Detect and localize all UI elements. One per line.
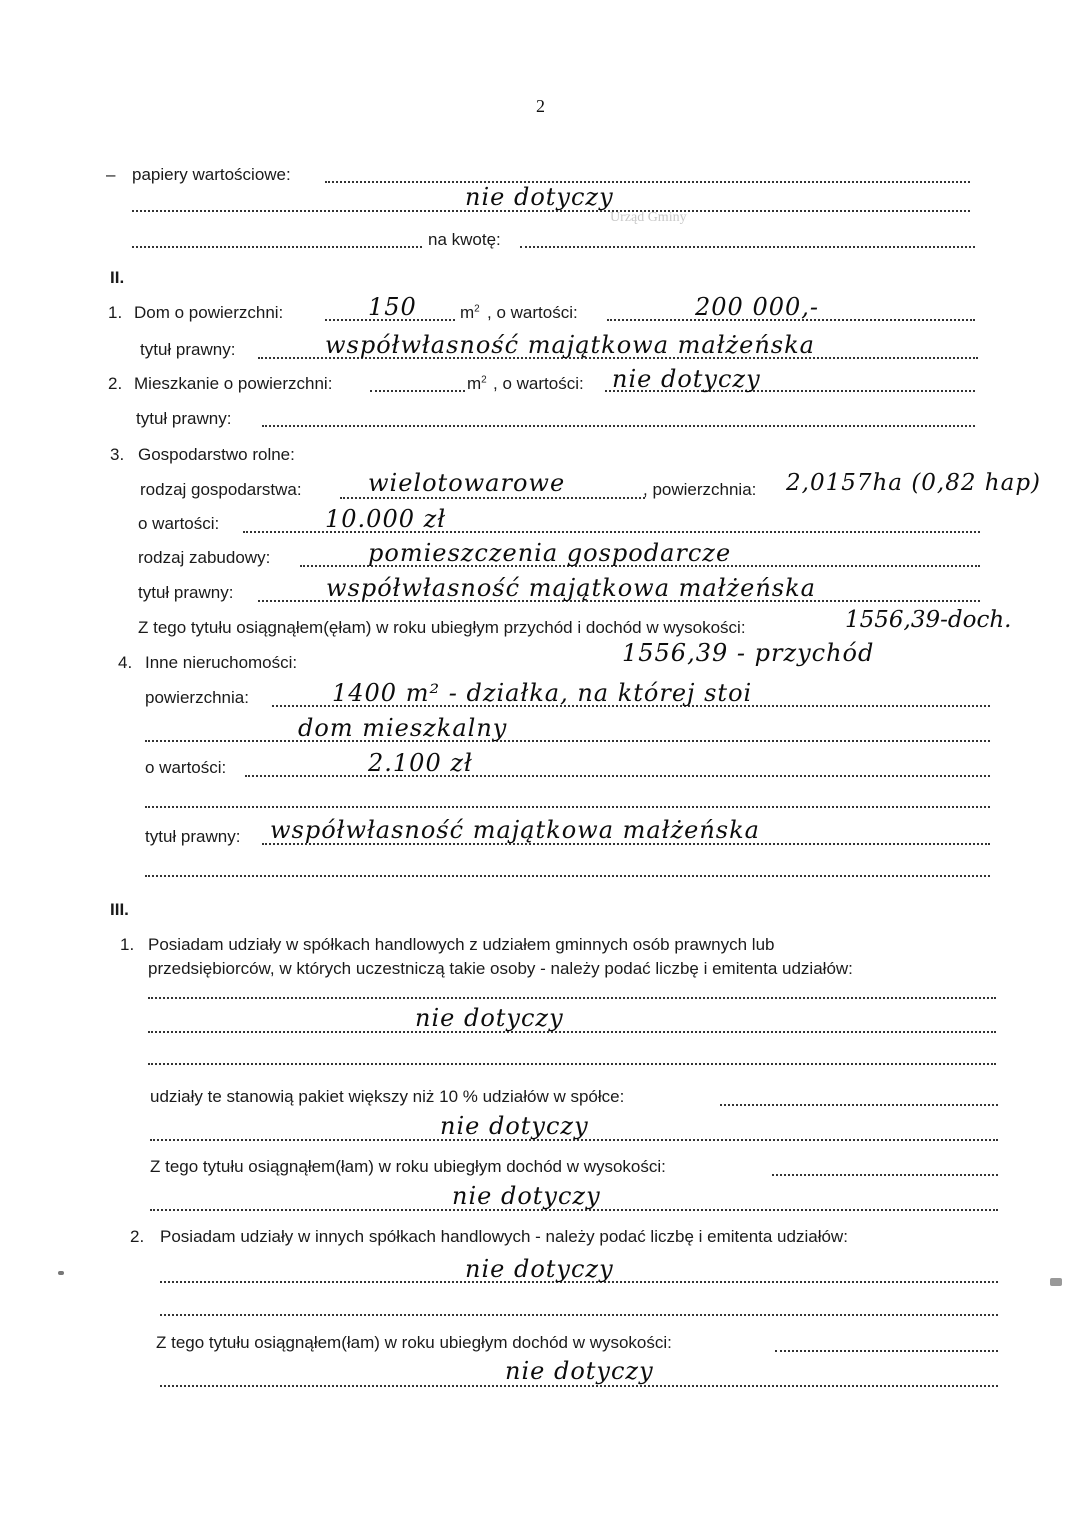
other-title-value: współwłasność majątkowa małżeńska (270, 816, 760, 844)
farm-value: 10.000 zł (325, 505, 447, 533)
other-shares-income-line-2 (160, 1385, 998, 1387)
other-shares-text: Posiadam udziały w innych spółkach handlowych - należy podać liczbę i emitenta udziałów: (160, 1227, 848, 1246)
shares-text-line-1: Posiadam udziały w spółkach handlowych z udziałem gminnych osób prawnych lub (148, 935, 775, 954)
house-title-label: tytuł prawny: (140, 340, 236, 359)
other-value-line (245, 775, 990, 777)
shares-line-3 (148, 1063, 996, 1065)
shares-text-line-2: przedsiębiorców, w których uczestniczą takie osoby - należy podać liczbę i emitenta udziałów: (148, 959, 853, 978)
flat-unit: $m^2$ (467, 374, 487, 393)
other-title-label: tytuł prawny: (145, 827, 241, 846)
other-shares-line-2 (160, 1314, 998, 1316)
shares-answer: nie dotyczy (415, 1004, 564, 1032)
securities-line-1 (325, 181, 970, 183)
farm-type-label: rodzaj gospodarstwa: (140, 480, 302, 499)
other-area-value: 1400 m² - działka, na której stoi (332, 679, 753, 707)
flat-num: 2. (108, 374, 123, 393)
shares-line-2 (148, 1031, 996, 1033)
farm-type-value: wielotowarowe (368, 469, 566, 497)
other-shares-income-line (775, 1350, 998, 1352)
farm-title-value: współwłasność majątkowa małżeńska (326, 574, 816, 602)
other-title-line-2 (145, 875, 990, 877)
farm-income-label: Z tego tytułu osiągnąłem(ęłam) w roku ubiegłym przychód i dochód w wysokości: (138, 618, 746, 637)
shares-income-answer: nie dotyczy (452, 1182, 601, 1210)
other-value-line-2 (145, 806, 990, 808)
other-property-label: Inne nieruchomości: (145, 653, 298, 672)
faint-stamp-text: Urząd Gminy (610, 210, 687, 225)
scan-speck (1050, 1278, 1062, 1286)
farm-area-label: , powierzchnia: (643, 480, 757, 499)
flat-title-label: tytuł prawny: (136, 409, 232, 428)
farm-title-label: tytuł prawny: (138, 583, 234, 602)
securities-line-2 (132, 210, 970, 212)
farm-build-label: rodzaj zabudowy: (138, 548, 271, 567)
shares-packet-line (720, 1104, 998, 1106)
house-area-label: Dom o powierzchni: (134, 303, 284, 322)
farm-label: Gospodarstwo rolne: (138, 445, 295, 464)
house-title-value: współwłasność majątkowa małżeńska (325, 331, 815, 359)
flat-value-label: , o wartości: (493, 374, 584, 393)
other-shares-income-label: Z tego tytułu osiągnąłem(łam) w roku ubiegłym dochód w wysokości: (156, 1333, 672, 1352)
scan-speck (58, 1271, 64, 1275)
other-area-label: powierzchnia: (145, 688, 249, 707)
farm-type-line (340, 497, 645, 499)
shares-income-label: Z tego tytułu osiągnąłem(łam) w roku ubiegłym dochód w wysokości: (150, 1157, 666, 1176)
other-value: 2.100 zł (368, 749, 473, 777)
shares-packet-answer: nie dotyczy (440, 1112, 589, 1140)
other-shares-income-answer: nie dotyczy (505, 1357, 654, 1385)
shares-line-1 (148, 997, 996, 999)
house-value: 200 000,- (695, 293, 819, 321)
other-area-line-2 (145, 740, 990, 742)
farm-num: 3. (110, 445, 125, 464)
house-value-label: , o wartości: (487, 303, 578, 322)
securities-amount-label: na kwotę: (428, 230, 501, 249)
other-area-value-2: dom mieszkalny (298, 714, 508, 742)
securities-amount-line (520, 246, 975, 248)
farm-income-value-2: 1556,39 - przychód (622, 639, 875, 667)
shares-packet-label: udziały te stanowią pakiet większy niż 10 % udziałów w spółce: (150, 1087, 625, 1106)
section-2-heading: II. (110, 268, 125, 287)
farm-income-value: 1556,39-doch. (845, 607, 1012, 633)
other-shares-answer: nie dotyczy (465, 1255, 614, 1283)
other-value-label: o wartości: (145, 758, 227, 777)
flat-title-line (262, 425, 975, 427)
other-shares-num: 2. (130, 1227, 145, 1246)
farm-area-value: 2,0157ha (0,82 hap) (786, 470, 1042, 496)
securities-answer: nie dotyczy (465, 183, 614, 211)
page-number: 2 (536, 96, 545, 116)
flat-area-line (370, 390, 465, 392)
house-num: 1. (108, 303, 123, 322)
other-property-num: 4. (118, 653, 133, 672)
farm-build-value: pomieszczenia gospodarcze (368, 539, 732, 567)
shares-income-line (772, 1174, 998, 1176)
house-area-value: 150 (368, 293, 417, 321)
farm-value-label: o wartości: (138, 514, 220, 533)
flat-area-label: Mieszkanie o powierzchni: (134, 374, 333, 393)
securities-line-3 (132, 246, 422, 248)
dash-bullet: – (106, 165, 116, 184)
house-unit: $m^2$ (460, 303, 480, 322)
section-3-heading: III. (110, 900, 129, 919)
shares-num: 1. (120, 935, 135, 954)
securities-label: papiery wartościowe: (132, 165, 291, 184)
flat-value: nie dotyczy (612, 365, 761, 393)
